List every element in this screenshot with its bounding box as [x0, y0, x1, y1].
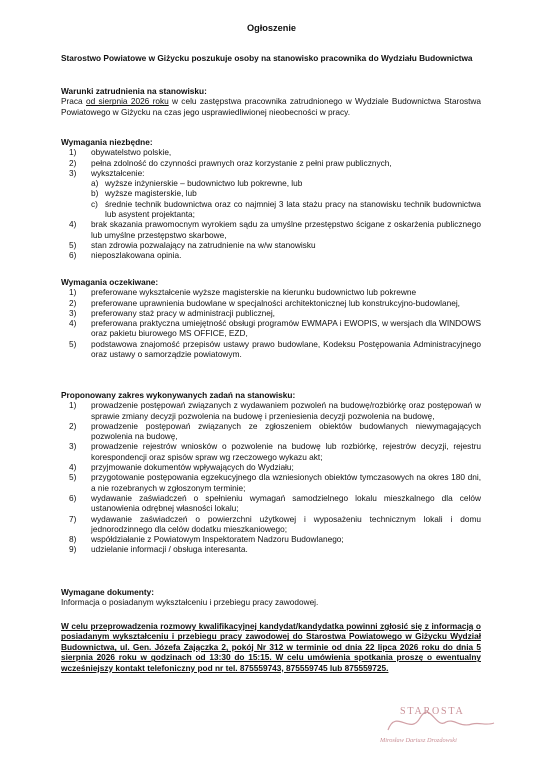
- documents-section: [61, 587, 481, 608]
- required-list: [61, 147, 481, 260]
- item-number: 6): [69, 492, 77, 503]
- stamp-signature: Mirosław Dariusz Drozdowski: [380, 737, 457, 744]
- list-item: [61, 147, 481, 157]
- item-text: stan zdrowia pozwalający na zatrudnienie na w/w stanowisku: [91, 239, 316, 250]
- item-number: 1): [69, 400, 77, 411]
- list-item: [61, 421, 481, 442]
- item-text: wyższe inżynierskie – budownictwo lub pokrewne, lub: [105, 178, 303, 189]
- start-date: od sierpnia 2026 roku: [85, 96, 169, 107]
- item-text: preferowany staż pracy w administracji publicznej,: [91, 307, 275, 318]
- item-text: przyjmowanie dokumentów wpływających do Wydziału;: [91, 462, 294, 473]
- list-item: [61, 441, 481, 462]
- item-text: wyższe magisterskie, lub: [105, 188, 197, 199]
- list-item: [61, 514, 481, 535]
- item-text: nieposzlakowana opinia.: [91, 250, 182, 261]
- item-number: 7): [69, 513, 77, 524]
- employment-conditions-heading: Warunki zatrudnienia na stanowisku:: [61, 86, 207, 96]
- item-number: 8): [69, 534, 77, 545]
- list-item: [61, 472, 481, 493]
- employment-conditions-section: [61, 86, 481, 117]
- education-sublist: [91, 178, 481, 219]
- stamp-title: STAROSTA: [400, 706, 465, 717]
- item-text: przygotowanie postępowania egzekucyjnego dla wzniesionych obiektów tymczasowych na okres 180 dni, a nie rozebranych w zgłoszonym terminie;: [91, 472, 481, 493]
- list-item: [61, 240, 481, 250]
- duties-heading: Proponowany zakres wykonywanych zadań na stanowisku:: [61, 390, 296, 400]
- item-number: 9): [69, 544, 77, 555]
- item-number: 1): [69, 147, 77, 158]
- documents-text: Informacja o posiadanym wykształceniu i przebiegu pracy zawodowej.: [61, 597, 319, 608]
- item-text: obywatelstwo polskie,: [91, 147, 172, 158]
- item-number: 2): [69, 157, 77, 168]
- list-item: [61, 318, 481, 339]
- conditions-text-start: Praca: [61, 96, 86, 107]
- list-item: [61, 534, 481, 544]
- item-text: prowadzenie postępowań związanych ze zgłoszeniem obiektów budowlanych niewymagających pozwolenia na budowę,: [91, 420, 481, 442]
- list-item: [61, 400, 481, 421]
- desired-list: [61, 287, 481, 359]
- item-text: prowadzenie postępowań związanych z wydawaniem pozwoleń na budowę/rozbiórkę oraz postępowań w sprawie zmiany decyzji pozwolenia na budowę i przeniesienia decyzji pozwolenia na budowę,: [91, 400, 481, 421]
- item-text: współdziałanie z Powiatowym Inspektoratem Nadzoru Budowlanego;: [91, 534, 344, 545]
- item-text: preferowana praktyczna umiejętność obsługi programów EWMAPA i EWOPIS, w wersjach dla WINDOWS oraz pakietu biurowego MS OFFICE, EZD,: [91, 318, 481, 339]
- list-item: [61, 308, 481, 318]
- item-letter: a): [91, 178, 99, 189]
- item-number: 2): [69, 297, 77, 308]
- list-item: [61, 462, 481, 472]
- sublist-item: [91, 199, 481, 220]
- required-section: [61, 137, 481, 261]
- item-letter: b): [91, 188, 99, 199]
- list-item: [61, 339, 481, 360]
- item-number: 4): [69, 318, 77, 329]
- item-letter: c): [91, 198, 98, 209]
- item-text: prowadzenie rejestrów wniosków o pozwolenie na budowę lub rozbiórkę, rejestrów decyzji, rejestru korespondencji oraz spisów spraw wg rzeczowego wykazu akt;: [91, 441, 481, 462]
- item-text: udzielanie informacji / obsługa interesanta.: [91, 544, 248, 555]
- item-text: wykształcenie:: [91, 167, 145, 178]
- item-number: 3): [69, 441, 77, 452]
- item-number: 2): [69, 420, 77, 431]
- item-text: preferowane uprawnienia budowlane w specjalności architektonicznej lub konstrukcyjno-budowlanej,: [91, 297, 460, 308]
- list-item: [61, 493, 481, 514]
- item-number: 5): [69, 338, 77, 349]
- item-text: wydawanie zaświadczeń o spełnieniu wymagań samodzielnego lokalu mieszkalnego dla celów ustanowienia odrębnej własności lokalu;: [91, 492, 481, 514]
- item-number: 5): [69, 239, 77, 250]
- list-item: [61, 287, 481, 297]
- item-text: średnie technik budownictwa oraz co najmniej 3 lata stażu pracy na stanowisku technik budownictwa lub asystent projektanta;: [105, 198, 481, 220]
- sublist-item: [91, 188, 481, 198]
- list-item: [61, 250, 481, 260]
- item-number: 4): [69, 462, 77, 473]
- employment-conditions-text: [61, 96, 481, 117]
- page-title: Ogłoszenie: [246, 23, 296, 33]
- duties-list: [61, 400, 481, 554]
- list-item: [61, 158, 481, 168]
- conditions-text-end: w celu zastępstwa pracownika zatrudnionego w Wydziale Budownictwa Starostwa Powiatowego w Giżycku na czas jego usprawiedliwionej nieobecności w pracy.: [61, 96, 481, 117]
- starosta-stamp: [376, 696, 506, 750]
- required-heading: Wymagania niezbędne:: [61, 137, 153, 147]
- item-number: 3): [69, 307, 77, 318]
- desired-heading: Wymagania oczekiwane:: [61, 277, 159, 287]
- item-number: 6): [69, 250, 77, 261]
- item-text: pełna zdolność do czynności prawnych oraz korzystanie z pełni praw publicznych,: [91, 157, 392, 168]
- list-item: [61, 219, 481, 240]
- intro-paragraph: Starostwo Powiatowe w Giżycku poszukuje osoby na stanowisko pracownika do Wydziału Budownictwa: [61, 53, 473, 63]
- list-item: [61, 544, 481, 554]
- desired-section: [61, 277, 481, 359]
- list-item: [61, 298, 481, 308]
- item-text: brak skazania prawomocnym wyrokiem sądu za umyślne przestępstwo ścigane z oskarżenia publicznego lub umyślne przestępstwo skarbowe,: [91, 219, 481, 240]
- item-number: 5): [69, 472, 77, 483]
- item-text: preferowane wykształcenie wyższe magisterskie na kierunku budownictwo lub pokrewne: [91, 287, 417, 298]
- list-item: [61, 168, 481, 219]
- duties-section: [61, 390, 481, 555]
- item-text: podstawowa znajomość przepisów ustawy prawo budowlane, Kodeksu Postępowania Administracyjnego oraz ustawy o samorządzie powiatowym.: [91, 338, 481, 360]
- item-number: 1): [69, 287, 77, 298]
- item-number: 4): [69, 219, 77, 230]
- item-text: wydawanie zaświadczeń o powierzchni użytkowej i wyposażeniu technicznym lokali i domu jednorodzinnego dla celów dodatku mieszkaniowego;: [91, 513, 481, 534]
- sublist-item: [91, 178, 481, 188]
- documents-heading: Wymagane dokumenty:: [61, 587, 154, 597]
- item-number: 3): [69, 167, 77, 178]
- closing-paragraph: W celu przeprowadzenia rozmowy kwalifikacyjnej kandydat/kandydatka powinni zgłosić się z informacją o posiadanym wykształceniu i przebiegu pracy zawodowej do Starostwa Powiatowego w Giżycku Wydział Budownictwa, ul. Gen. Józefa Zajączka 2, pokój Nr 312 w terminie od dnia 22 lipca 2026 roku do dnia 5 sierpnia 2026 roku w godzinach od 13:30 do 15:15. W celu umówienia spotkania proszę o ewentualny wcześniejszy kontakt telefoniczny pod nr tel. 875559743, 875559745 lub 875559725.: [61, 621, 481, 673]
